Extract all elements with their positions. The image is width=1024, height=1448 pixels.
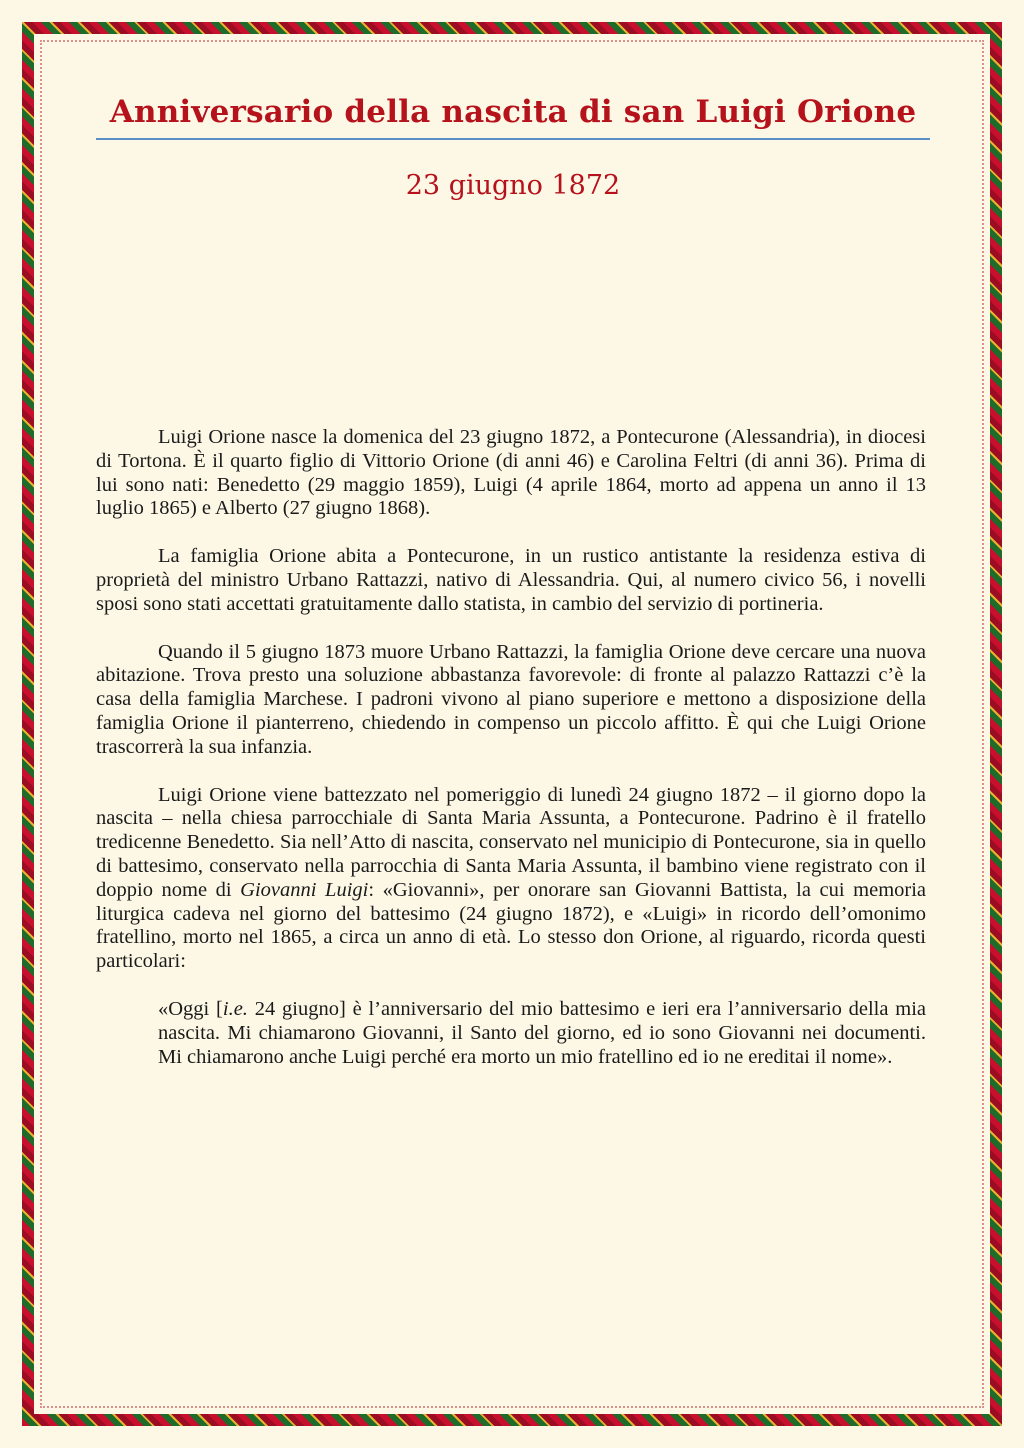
quote-italic-ie: i.e. bbox=[222, 997, 248, 1020]
paragraph-4-text-b: : «Giovanni», per onorare san Giovanni Battista, la cui memoria liturgica cadeva nel giorno del battesimo (24 giugno 1872), e «Luigi» in ricordo dell’omonimo fratellino, morto nel 1865, a circa un anno di età. Lo stesso don Orione, al riguardo, ricorda questi particolari: bbox=[96, 878, 927, 973]
page-title: Anniversario della nascita di san Luigi Orione bbox=[96, 94, 930, 140]
article-body bbox=[96, 426, 926, 1093]
quote-text-a: «Oggi [ bbox=[158, 997, 223, 1020]
paragraph-4 bbox=[96, 784, 926, 974]
paragraph-4-italic-name: Giovanni Luigi bbox=[240, 878, 369, 901]
quote-block bbox=[158, 998, 926, 1069]
quote-text-b: 24 giugno] è l’anniversario del mio battesimo e ieri era l’anniversario della mia nascita. Mi chiamarono Giovanni, il Santo del giorno, ed io sono Giovanni nei documenti. Mi chiamarono anche Luigi perché era morto un mio fratellino ed io ne ereditai il nome». bbox=[158, 997, 926, 1068]
paragraph-3: Quando il 5 giugno 1873 muore Urbano Rattazzi, la famiglia Orione deve cercare una nuova abitazione. Trova presto una soluzione abbastanza favorevole: di fronte al palazzo Rattazzi c’è la casa della famiglia Marchese. I padroni vivono al piano superiore e mettono a disposizione della famiglia Orione il pianterreno, chiedendo in compenso un piccolo affitto. È qui che Luigi Orione trascorrerà la sua infanzia. bbox=[96, 640, 926, 758]
header bbox=[96, 94, 930, 201]
paragraph-1: Luigi Orione nasce la domenica del 23 giugno 1872, a Pontecurone (Alessandria), in diocesi di Tortona. È il quarto figlio di Vittorio Orione (di anni 46) e Carolina Feltri (di anni 36). Prima di lui sono nati: Benedetto (29 maggio 1859), Luigi (4 aprile 1864, morto ad appena un anno il 13 luglio 1865) e Alberto (27 giugno 1868). bbox=[96, 426, 926, 520]
paragraph-4-text-a: Luigi Orione viene battezzato nel pomeriggio di lunedì 24 giugno 1872 – il giorno dopo la nascita – nella chiesa parrocchiale di Santa Maria Assunta, a Pontecurone. Padrino è il fratello tredicenne Benedetto. Sia nell’Atto di nascita, conservato nel municipio di Pontecurone, sia in quello di battesimo, conservato nella parrocchia di Santa Maria Assunta, il bambino viene registrato con il doppio nome di bbox=[96, 783, 926, 901]
page-subtitle-date: 23 giugno 1872 bbox=[405, 170, 621, 201]
paragraph-2: La famiglia Orione abita a Pontecurone, in un rustico antistante la residenza estiva di proprietà del ministro Urbano Rattazzi, nativo di Alessandria. Qui, al numero civico 56, i novelli sposi sono stati accettati gratuitamente dallo statista, in cambio del servizio di portineria. bbox=[96, 545, 926, 615]
